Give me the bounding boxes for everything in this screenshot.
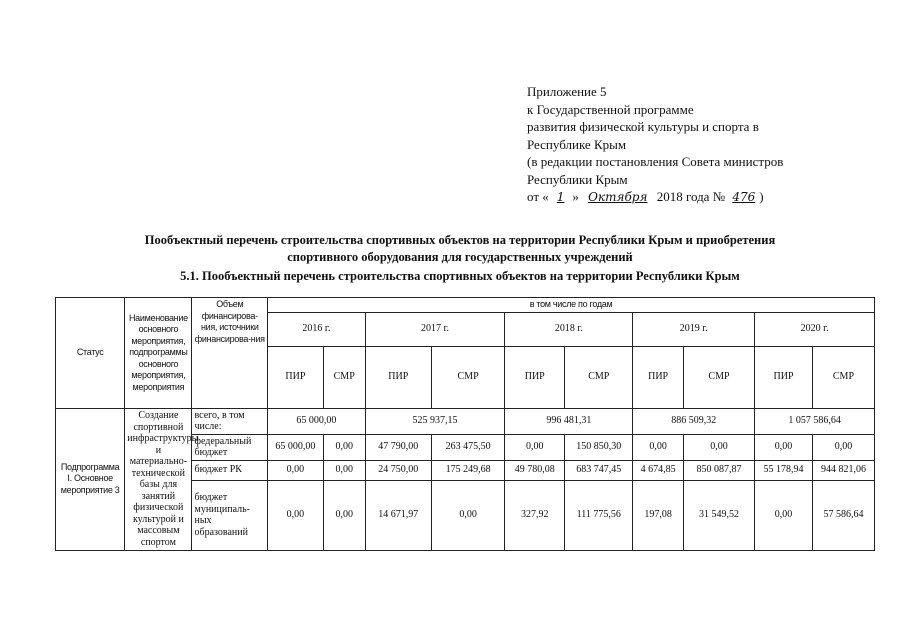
handwritten-number: 476 [732, 190, 756, 204]
value-cell: 0,00 [505, 434, 565, 460]
value-cell: 47 790,00 [365, 434, 431, 460]
value-cell: 4 674,85 [633, 460, 683, 480]
value-cell: 0,00 [812, 434, 874, 460]
title-line-1: Пообъектный перечень строительства спортивных объектов на территории Республики Крым и приобретения [144, 233, 776, 247]
appendix-line: (в редакции постановления Совета министров [527, 154, 784, 169]
value-cell: 944 821,06 [812, 460, 874, 480]
header-year: 2017 г. [365, 312, 505, 346]
value-cell: 0,00 [268, 460, 324, 480]
status-cell: Подпрограмма I. Основное мероприятие 3 [56, 408, 125, 550]
header-year: 2019 г. [633, 312, 755, 346]
date-prefix: от « [527, 189, 549, 204]
total-cell: 525 937,15 [365, 408, 505, 434]
value-cell: 0,00 [323, 460, 365, 480]
appendix-line: к Государственной программе [527, 101, 694, 117]
header-funding: Объем финансирова-ния, источники финансирова-ния [192, 298, 268, 409]
value-cell: 150 850,30 [565, 434, 633, 460]
handwritten-day: 1 [556, 190, 565, 204]
value-cell: 49 780,08 [505, 460, 565, 480]
header-year: 2018 г. [505, 312, 633, 346]
source-cell: бюджет муниципаль-ных образований [192, 480, 268, 550]
appendix-line: Приложение 5 [527, 84, 607, 99]
value-cell: 0,00 [431, 480, 504, 550]
appendix-line: Республики Крым [527, 171, 628, 187]
value-cell: 0,00 [755, 480, 813, 550]
value-cell: 0,00 [755, 434, 813, 460]
date-mid: » [572, 189, 579, 204]
appendix-line: развития физической культуры и спорта в [527, 119, 759, 134]
total-cell: 996 481,31 [505, 408, 633, 434]
total-cell: 886 509,32 [633, 408, 755, 434]
appendix-block [527, 83, 783, 207]
section-title: 5.1. Пообъектный перечень строительства спортивных объектов на территории Республики Крым [180, 269, 740, 283]
header-pir: ПИР [505, 346, 565, 408]
date-close: ) [759, 189, 764, 204]
value-cell: 0,00 [683, 434, 754, 460]
value-cell: 14 671,97 [365, 480, 431, 550]
appendix-date-line [527, 188, 783, 207]
value-cell: 24 750,00 [365, 460, 431, 480]
header-pir: ПИР [365, 346, 431, 408]
header-status: Статус [56, 298, 125, 409]
document-title [60, 232, 860, 285]
source-cell: бюджет РК [192, 460, 268, 480]
header-pir: ПИР [633, 346, 683, 408]
year-text: 2018 года № [656, 189, 726, 204]
header-smr: СМР [431, 346, 504, 408]
value-cell: 111 775,56 [565, 480, 633, 550]
value-cell: 0,00 [268, 480, 324, 550]
funding-table [55, 297, 875, 551]
value-cell: 31 549,52 [683, 480, 754, 550]
source-cell: всего, в том числе: [192, 408, 268, 434]
header-smr: СМР [565, 346, 633, 408]
value-cell: 0,00 [323, 434, 365, 460]
value-cell: 175 249,68 [431, 460, 504, 480]
header-year: 2016 г. [268, 312, 366, 346]
value-cell: 55 178,94 [755, 460, 813, 480]
title-line-2: спортивного оборудования для государственных учреждений [287, 250, 633, 264]
header-smr: СМР [683, 346, 754, 408]
table-row [56, 408, 875, 434]
header-smr: СМР [323, 346, 365, 408]
value-cell: 0,00 [323, 480, 365, 550]
value-cell: 683 747,45 [565, 460, 633, 480]
header-pir: ПИР [268, 346, 324, 408]
total-cell: 1 057 586,64 [755, 408, 875, 434]
header-year: 2020 г. [755, 312, 875, 346]
header-name: Наименование основного мероприятия, подпрограммы основного мероприятия, мероприятия [125, 298, 192, 409]
value-cell: 57 586,64 [812, 480, 874, 550]
header-pir: ПИР [755, 346, 813, 408]
value-cell: 65 000,00 [268, 434, 324, 460]
value-cell: 197,08 [633, 480, 683, 550]
total-cell: 65 000,00 [268, 408, 366, 434]
value-cell: 850 087,87 [683, 460, 754, 480]
header-by-years: в том числе по годам [268, 298, 875, 313]
value-cell: 263 475,50 [431, 434, 504, 460]
source-cell: федеральный бюджет [192, 434, 268, 460]
header-smr: СМР [812, 346, 874, 408]
value-cell: 0,00 [633, 434, 683, 460]
value-cell: 327,92 [505, 480, 565, 550]
handwritten-month: Октября [588, 190, 648, 204]
measure-name-cell: Создание спортивной инфраструктуры и материально-технической базы для занятий физической культурой и массовым спортом [125, 408, 192, 550]
appendix-line: Республике Крым [527, 136, 627, 152]
